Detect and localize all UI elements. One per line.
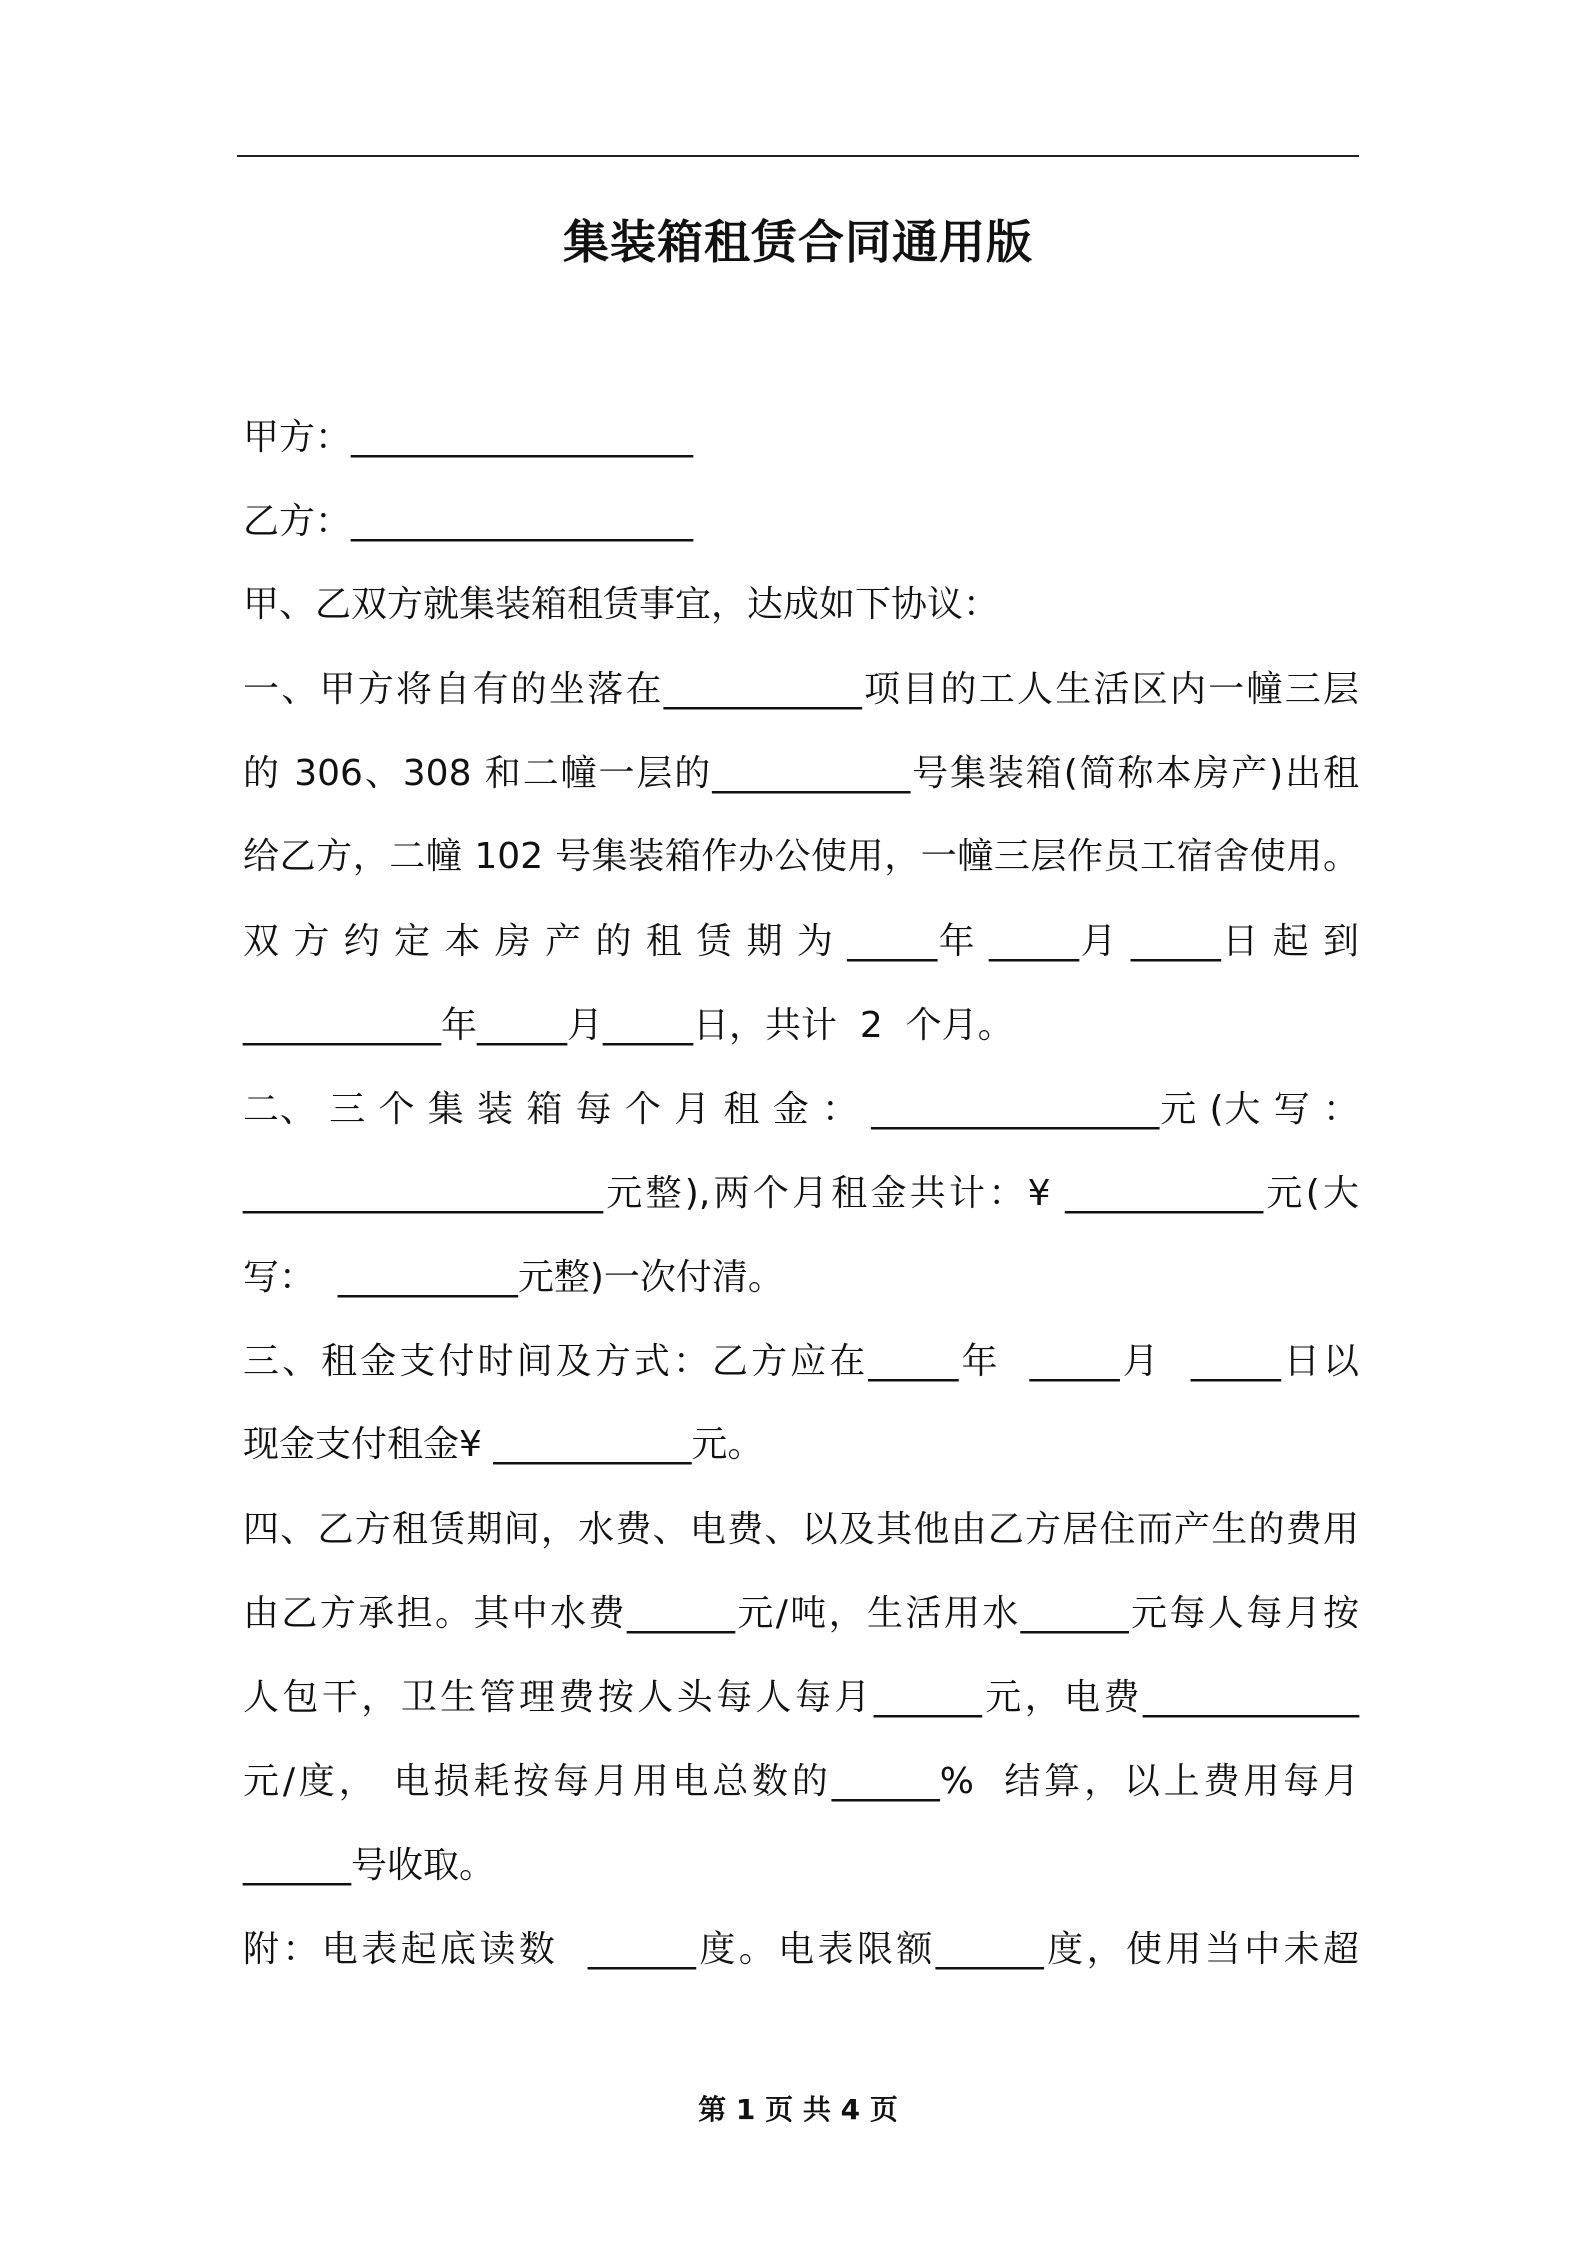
clause-1-line-1: 一、甲方将自有的坐落在___________项目的工人生活区内一幢三层 bbox=[243, 669, 1359, 710]
clause-1-line-5: ___________年_____月_____日，共计 2 个月。 bbox=[243, 1005, 1014, 1046]
party-b-line: 乙方：___________________ bbox=[243, 501, 694, 542]
page-indicator: 第 1 页 共 4 页 bbox=[698, 2093, 898, 2126]
clause-4-line-3: 人包干，卫生管理费按人头每人每月______元，电费____________ bbox=[243, 1677, 1359, 1718]
clause-4-line-4: 元/度， 电损耗按每月用电总数的______% 结算，以上费用每月 bbox=[243, 1761, 1359, 1802]
clause-1-line-3: 给乙方，二幢 102 号集装箱作办公使用，一幢三层作员工宿舍使用。 bbox=[243, 836, 1359, 877]
clause-1-line-4: 双 方 约 定 本 房 产 的 租 赁 期 为 _____年 _____月 _____日 起 到 bbox=[243, 921, 1360, 962]
document-title: 集装箱租赁合同通用版 bbox=[563, 215, 1033, 269]
header-rule bbox=[237, 155, 1359, 157]
clause-4-line-1: 四、乙方租赁期间，水费、电费、以及其他由乙方居住而产生的费用 bbox=[243, 1509, 1359, 1550]
clause-4-line-5: ______号收取。 bbox=[243, 1845, 496, 1886]
clause-2-line-2: ____________________元整),两个月租金共计：¥ ___________元(大 bbox=[243, 1173, 1359, 1214]
clause-3-line-1: 三、租金支付时间及方式：乙方应在_____年 _____月 _____日以 bbox=[243, 1341, 1359, 1382]
agreement-intro: 甲、乙双方就集装箱租赁事宜，达成如下协议： bbox=[243, 584, 1000, 625]
clause-2-line-3: 写： __________元整)一次付清。 bbox=[243, 1257, 784, 1298]
clause-2-line-1: 二、 三 个 集 装 箱 每 个 月 租 金 ： ________________元 (大 写 ： bbox=[243, 1089, 1359, 1130]
clause-1-line-2: 的 306、308 和二幢一层的___________号集装箱(简称本房产)出租 bbox=[243, 753, 1359, 794]
appendix-line-1: 附：电表起底读数 ______度。电表限额______度，使用当中未超 bbox=[243, 1929, 1359, 1970]
clause-4-line-2: 由乙方承担。其中水费______元/吨，生活用水______元每人每月按 bbox=[243, 1593, 1359, 1634]
party-a-line: 甲方：___________________ bbox=[243, 417, 694, 458]
clause-3-line-2: 现金支付租金¥ ___________元。 bbox=[243, 1424, 764, 1465]
